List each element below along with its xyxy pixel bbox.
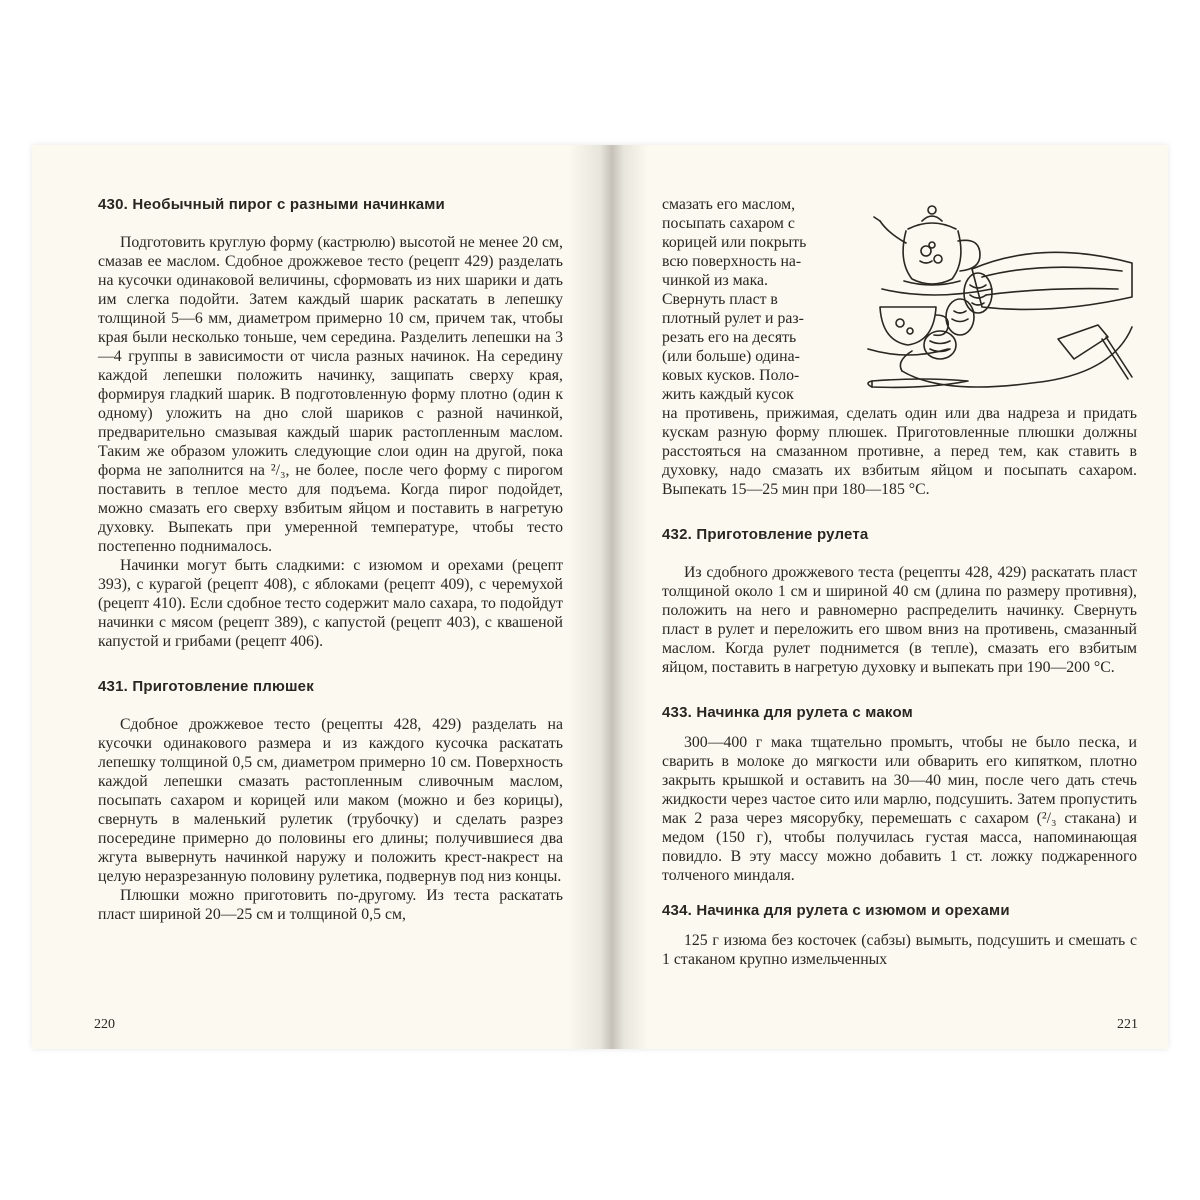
recipe-431-title: 431. Приготовление плюшек (98, 678, 314, 695)
section-gap (662, 499, 1137, 525)
continuation-line: плотный рулет и раз- (662, 310, 804, 327)
page-number-left: 220 (94, 1017, 115, 1032)
continuation-line: всю поверхность на- (662, 253, 802, 270)
right-page (600, 145, 1168, 1049)
recipe-431-paragraph-2: Плюшки можно приготовить по-другому. Из теста раскатать пласт шириной 20—25 см и толщиной 0,5 см, (98, 887, 563, 923)
recipe-433-paragraph: 300—400 г мака тщательно промыть, чтобы не было песка, и сварить в молоке до мягкости или обварить его кипятком, плотно закрыть крышкой и оставить на 30—40 мин, после чего дать стечь жидкости через частое сито или марлю, подсушить. Затем пропустить мак 2 раза через мясорубку, перемешать с сахаром (²/₃ стакана) и медом (150 г), чтобы получилась густая масса, напоминающая повидло. В эту массу можно добавить 1 ст. ложку поджаренного толченого миндаля. (662, 734, 1137, 884)
recipe-430-title: 430. Необычный пирог с разными начинками (98, 196, 445, 213)
recipe-430-paragraph-1: Подготовить круглую форму (кастрюлю) высотой не менее 20 см, смазав ее маслом. Сдобное дрожжевое тесто (рецепт 429) разделать на кусочки одинаковой величины, сформовать из них шарики и дать им слегка подойти. Затем каждый шарик раскатать в лепешку толщиной 5—6 мм, диаметром примерно 10 см, причем так, чтобы края были несколько тоньше, чем середина. Разделить лепешки на 3—4 группы в зависимости от числа разных начинок. На середину каждой лепешки положить начинку, защипать сверху края, формируя гладкий шарик. В подготовленную форму плотно (один к одному) уложить на дно слой шариков с разной начинкой, предварительно смазывая каждый шарик растопленным маслом. Таким же образом уложить следующие слои один на другой, пока форма не заполнится на ²/₃, не более, после чего форму с пирогом поставить в теплое место для подъема. Когда пирог подойдет, можно смазать его сверху взбитым яйцом и поставить в нагретую духовку. Выпекать при умеренной температуре, чтобы тесто постепенно поднималось. (98, 234, 563, 555)
page-number-right: 221 (1117, 1017, 1138, 1032)
recipe-431-paragraph-1: Сдобное дрожжевое тесто (рецепты 428, 429) разделать на кусочки одинакового размера и из каждого кусочка раскатать лепешку толщиной 0,5 см, диаметром примерно 10 см. Поверхность каждой лепешки смазать растопленным сливочным маслом, посыпать сахаром и корицей или маком (можно и без корицы), свернуть в маленький рулетик (трубочку) и сделать разрез посередине примерно до половины его длины; получившиеся два жгута вывернуть начинкой наружу и положить крест-накрест на целую неразрезанную половину рулетика, подвернув под низ концы. (98, 716, 563, 885)
recipe-433-title: 433. Начинка для рулета с маком (662, 704, 913, 721)
continuation-wide-text: на противень, прижимая, сделать один или два надреза и придать кускам разную форму плюшек. Приготовленные плюшки должны расстояться на смазанном противне, а перед тем, как ставить в духовку, надо смазать их взбитым яйцом и посыпать сахаром. Выпекать 15—25 мин при 180—185 °С. (662, 405, 1137, 498)
recipe-434-paragraph: 125 г изюма без косточек (сабзы) вымыть, подсушить и смешать с 1 стаканом крупно измельченных (662, 932, 1137, 968)
continuation-line: резать его на десять (662, 329, 797, 346)
recipe-434-title: 434. Начинка для рулета с изюмом и орехами (662, 902, 1010, 919)
section-gap (662, 677, 1137, 703)
continuation-line: смазать его маслом, (662, 196, 796, 213)
continuation-line: посыпать сахаром с (662, 215, 795, 232)
section-gap (98, 651, 563, 677)
continuation-line: Свернуть пласт в (662, 291, 778, 308)
continuation-line: чинкой из мака. (662, 272, 768, 289)
book-spread (32, 145, 1168, 1049)
continuation-line: ковых кусков. Поло- (662, 367, 800, 384)
left-column (98, 195, 563, 924)
teapot-and-roll-illustration (862, 199, 1137, 409)
recipe-430-paragraph-2: Начинки могут быть сладкими: с изюмом и орехами (рецепт 393), с курагой (рецепт 408), с яблоками (рецепт 409), с черемухой (рецепт 410). Если сдобное тесто содержит мало сахара, то подойдут начинки с мясом (рецепт 389), с капустой (рецепт 403), с квашеной капустой и грибами (рецепт 406). (98, 557, 563, 650)
right-column (662, 195, 1137, 969)
continuation-line: корицей или покрыть (662, 234, 807, 251)
continuation-line: жить каждый кусок (662, 386, 794, 403)
wrapped-text-block (662, 195, 1137, 404)
continuation-narrow-text (662, 195, 842, 404)
recipe-432-paragraph: Из сдобного дрожжевого теста (рецепты 428, 429) раскатать пласт толщиной около 1 см и шириной 40 см (длина по размеру противня), положить на него и равномерно распределить начинку. Свернуть пласт в рулет и переложить его швом вниз на противень, смазанный маслом. Когда рулет поднимется (в тепле), смазать его взбитым яйцом, поставить в нагретую духовку и выпекать при 190—200 °С. (662, 564, 1137, 676)
section-gap (662, 885, 1137, 901)
continuation-line: (или больше) одина- (662, 348, 800, 365)
left-page (32, 145, 600, 1049)
recipe-432-title: 432. Приготовление рулета (662, 526, 869, 543)
